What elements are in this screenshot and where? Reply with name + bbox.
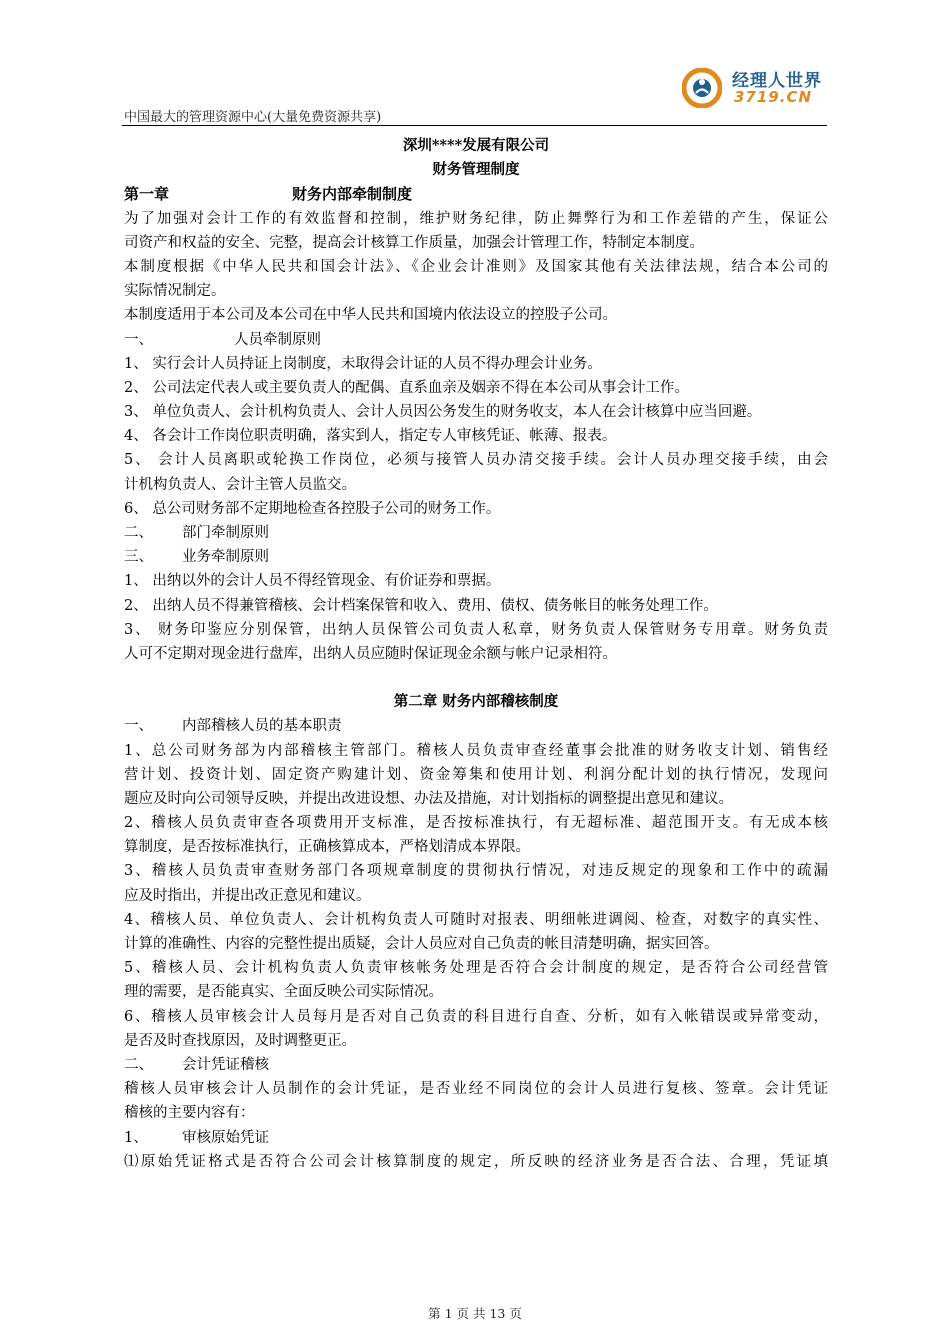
list-item: 人可不定期对现金进行盘库，出纳人员应随时保证现金余额与帐户记录相符。 (124, 645, 617, 662)
list-item: 3、 财务印鉴应分别保管，出纳人员保管公司负责人私章，财务负责人保管财务专用章。财务负责 (124, 621, 828, 638)
chapter1-heading (124, 182, 828, 206)
list-item: 是否及时查找原因，及时调整更正。 (124, 1032, 356, 1049)
header-divider (122, 125, 827, 126)
list-item: 2、 公司法定代表人或主要负责人的配偶、直系血亲及姻亲不得在本公司从事会计工作。 (124, 379, 689, 396)
subsection-heading (124, 1126, 828, 1150)
list-item: 6、稽核人员审核会计人员每月是否对自己负责的科目进行自查、分析，如有入帐错误或异常变动， (124, 1008, 828, 1025)
list-item: 2、 出纳人员不得兼管稽核、会计档案保管和收入、费用、债权、债务帐目的帐务处理工作。 (124, 597, 718, 614)
paragraph: 本制度根据《中华人民共和国会计法》、《企业会计准则》及国家其他有关法律法规，结合本公司的 (124, 258, 828, 275)
page-footer: 第 1 页 共 13 页 (428, 1306, 522, 1321)
list-item: 计机构负责人、会计主管人员监交。 (124, 476, 356, 493)
list-item: 4、稽核人员、单位负责人、会计机构负责人可随时对报表、明细帐进调阅、检查，对数字的真实性、 (124, 911, 828, 928)
company-name: 深圳****发展有限公司 (402, 137, 550, 154)
section-number: 二、 (124, 525, 153, 541)
section-number: 一、 (124, 718, 153, 735)
chapter1-name: 财务内部牵制制度 (292, 185, 413, 204)
chapter2-heading: 第二章 财务内部稽核制度 (393, 693, 559, 711)
list-item: 1、 出纳以外的会计人员不得经管现金、有价证券和票据。 (124, 573, 501, 590)
logo-cn-text: 经理人世界 (732, 71, 822, 91)
site-logo[interactable] (682, 64, 832, 110)
section-number: 三、 (124, 549, 153, 566)
paragraph: 稽核的主要内容有： (124, 1105, 255, 1122)
list-item: 营计划、投资计划、固定资产购建计划、资金筹集和使用计划、利润分配计划的执行情况，发现问 (124, 766, 828, 783)
list-item: 3、稽核人员负责审查财务部门各项规章制度的贯彻执行情况，对违反规定的现象和工作中的疏漏 (124, 863, 828, 880)
logo-emblem-icon (682, 68, 722, 108)
list-item: 题应及时向公司领导反映，并提出改进设想、办法及措施，对计划指标的调整提出意见和建议。 (124, 790, 733, 807)
paragraph: 本制度适用于本公司及本公司在中华人民共和国境内依法设立的控股子公司。 (124, 307, 617, 324)
section-heading (124, 1053, 828, 1077)
paragraph: 稽核人员审核会计人员制作的会计凭证，是否业经不同岗位的会计人员进行复核、签章。会计凭证 (124, 1081, 828, 1098)
section-title: 部门牵制原则 (182, 525, 269, 541)
section-heading (124, 545, 828, 569)
chapter1-label: 第一章 (124, 185, 170, 204)
section-title: 内部稽核人员的基本职责 (182, 718, 342, 735)
section-heading (124, 521, 828, 545)
list-item: 计算的准确性、内容的完整性提出质疑，会计人员应对自己负责的帐目清楚明确，据实回答。 (124, 936, 719, 952)
list-item: 5、 会计人员离职或轮换工作岗位，必须与接管人员办清交接手续。会计人员办理交接手续，由会 (124, 452, 828, 469)
header-tagline: 中国最大的管理资源中心(大量免费资源共享) (124, 110, 382, 125)
section-title: 会计凭证稽核 (182, 1056, 269, 1073)
paragraph: ⑴原始凭证格式是否符合公司会计核算制度的规定，所反映的经济业务是否合法、合理，凭证填 (124, 1153, 828, 1170)
list-item: 应及时指出，并提出改正意见和建议。 (124, 887, 371, 904)
list-item: 1、总公司财务部为内部稽核主管部门。稽核人员负责审查经董事会批准的财务收支计划、销售经 (124, 742, 828, 759)
subsection-title: 审核原始凭证 (182, 1129, 269, 1146)
subsection-number: 1、 (124, 1129, 148, 1146)
paragraph: 为了加强对会计工作的有效监督和控制，维护财务纪律，防止舞弊行为和工作差错的产生，保证公 (124, 210, 828, 227)
section-heading (124, 328, 828, 352)
list-item: 1、 实行会计人员持证上岗制度，未取得会计证的人员不得办理会计业务。 (124, 355, 602, 372)
list-item: 2、稽核人员负责审查各项费用开支标准，是否按标准执行，有无超标准、超范围开支。有无成本核 (124, 815, 828, 832)
document-title: 财务管理制度 (432, 161, 520, 179)
section-number: 二、 (124, 1056, 153, 1073)
list-item: 6、 总公司财务部不定期地检查各控股子公司的财务工作。 (124, 500, 501, 517)
list-item: 算制度，是否按标准执行，正确核算成本，严格划清成本界限。 (124, 839, 530, 856)
list-item: 5、稽核人员、会计机构负责人负责审核帐务处理是否符合会计制度的规定，是否符合公司经营管 (124, 960, 828, 977)
list-item: 4、 各会计工作岗位职责明确，落实到人，指定专人审核凭证、帐薄、报表。 (124, 428, 617, 445)
document-body (124, 134, 828, 1174)
section-title: 业务牵制原则 (182, 549, 269, 566)
section-heading (124, 714, 828, 738)
logo-en-text: 3719.CN (734, 88, 813, 106)
paragraph: 实际情况制定。 (124, 283, 226, 300)
list-item: 理的需要，是否能真实、全面反映公司实际情况。 (124, 984, 443, 1001)
list-item: 3、 单位负责人、会计机构负责人、会计人员因公务发生的财务收支，本人在会计核算中应当回避。 (124, 404, 762, 421)
spacer (124, 666, 828, 690)
section-title: 人员牵制原则 (234, 331, 321, 348)
section-number: 一、 (124, 331, 153, 348)
paragraph: 司资产和权益的安全、完整，提高会计核算工作质量，加强会计管理工作，特制定本制度。 (124, 234, 704, 251)
